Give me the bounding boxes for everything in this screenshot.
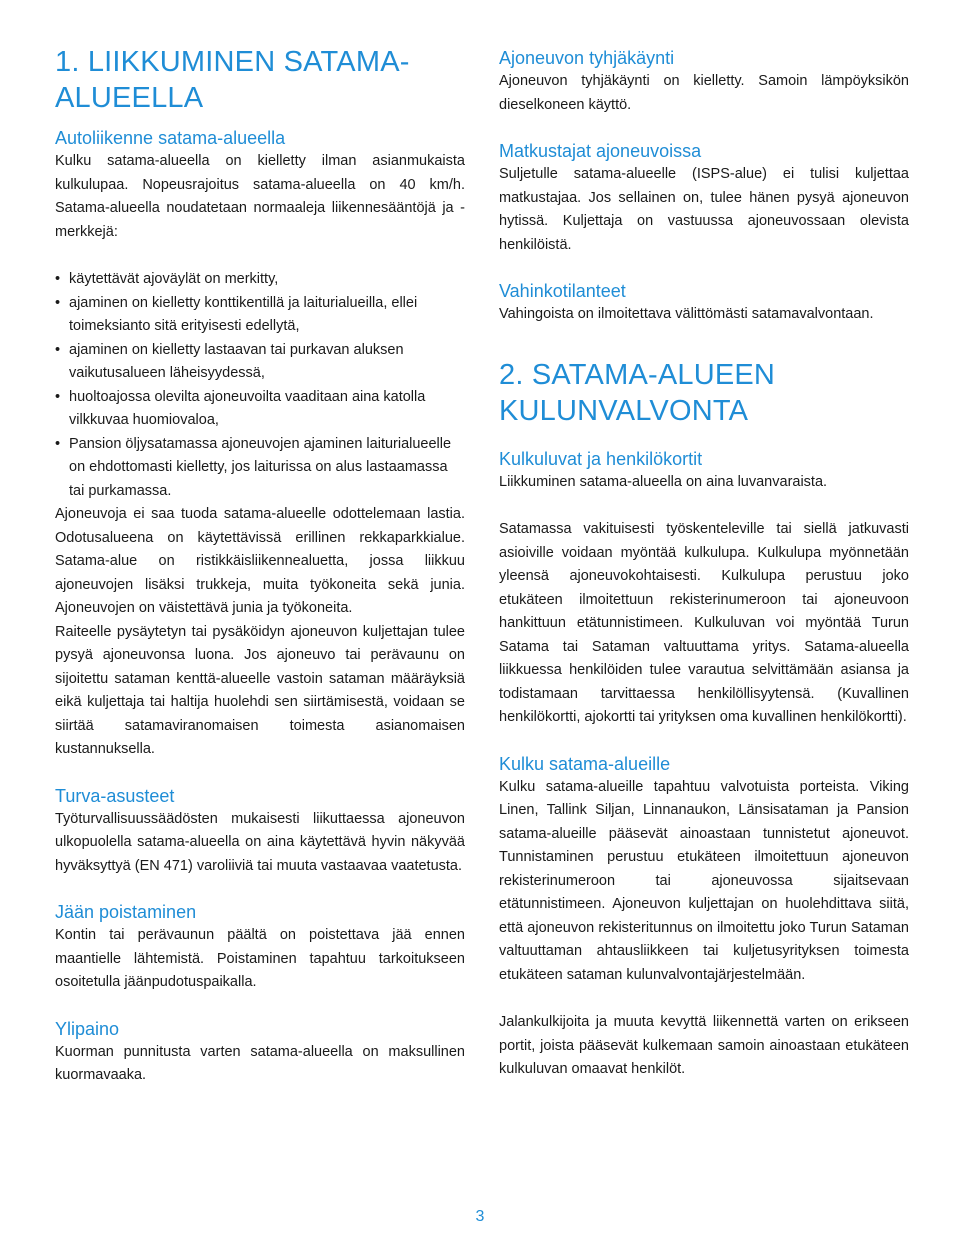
vahinkotilanteet-text: Vahingoista on ilmoitettava välittömästi satamavalvontaan. bbox=[499, 306, 874, 322]
heading-tyhjakaynti: Ajoneuvon tyhjäkäynti bbox=[499, 48, 675, 68]
heading-matkustajat: Matkustajat ajoneuvoissa bbox=[499, 141, 702, 161]
kulku-paragraph-1: Kulku satama-alueille tapahtuu valvotuista porteista. Viking Linen, Tallink Siljan, Linnanaukon, Länsisataman ja Pansion satama-alueille pääsevät ainoastaan tunnistetut ajoneuvot. Tunnistaminen perustuu etukäteen ilmoitettuun ajoneuvon rekisterinumeroon tai ajoneuvossa sijaitsevaan etätunnistimeen. Ajoneuvon kuljettajan on huolehdittava siitä, että ajoneuvon rekisteritunnus on ilmoitettu joko Turun Sataman valtuuttaman ahtausliikkeen tai kuljetusyrityksen toimesta etukäteen sataman kulunvalvontajärjestelmään. bbox=[499, 778, 909, 983]
section-2-title: 2. SATAMA-ALUEEN KULUNVALVONTA bbox=[499, 358, 776, 427]
heading-vahinkotilanteet: Vahinkotilanteet bbox=[499, 281, 626, 301]
kulkuluvat-paragraph-1: Liikkuminen satama-alueella on aina luvanvaraista. bbox=[499, 473, 828, 490]
list-item: • huoltoajossa olevilta ajoneuvoilta vaaditaan aina katolla vilkkuvaa huomiovaloa, bbox=[55, 386, 465, 433]
kulkuluvat-paragraph-2: Satamassa vakituisesti työskenteleville tai siellä jatkuvasti asioiville voidaan myöntää kulkulupa. Kulkulupa myönnetään yleensä ajoneuvokohtaisesti. Kulkulupa perustuu joko etukäteen ilmoitettuun rekisterinumeroon tai ajoneuvoon hankittuun etätunnistimeen. Kulkuluvan voi myöntää Turun Satama tai Sataman valtuuttama yritys. Satama-alueella liikkuessa henkilöiden tulee varautua selvittämään asiansa ja todistamaan tarvittaessa henkilöllisyytensä. (Kuvallinen henkilökortti, ajokortti tai yrityksen oma kuvallinen henkilökortti). bbox=[499, 521, 909, 725]
ylipaino-text: Kuorman punnitusta varten satama-alueella on maksullinen kuormavaaka. bbox=[55, 1043, 465, 1083]
autoliikenne-paragraph-2: Raiteelle pysäytetyn tai pysäköidyn ajoneuvon kuljettajan tulee pysyä ajoneuvonsa luona. Jos ajoneuvo tai perävaunu on sijoitettu sataman kenttä-alueelle vastoin sataman määräyksiä eikä kuljettaja tai haltija huolehdi sen siirtämisestä, voidaan se siirtää satamaviranomaisen toimesta asianomaisen kustannuksella. bbox=[55, 623, 465, 757]
kulku-paragraph-2: Jalankulkijoita ja muuta kevyttä liikennettä varten on erikseen portit, joista pääsevät kulkemaan samoin ainoastaan etukäteen kulkuluvan omaavat henkilöt. bbox=[499, 1014, 909, 1077]
section-1-title: 1. LIIKKUMINEN SATAMA-ALUEELLA bbox=[55, 46, 410, 114]
jaan-poistaminen-text: Kontin tai perävaunun päältä on poistettava jää ennen maantielle lähtemistä. Poistaminen tapahtuu tarkoitukseen osoitetulla jäänpudotuspaikalla. bbox=[55, 927, 465, 990]
page-number: 3 bbox=[475, 1208, 485, 1225]
heading-kulkuluvat: Kulkuluvat ja henkilökortit bbox=[499, 448, 703, 469]
heading-ylipaino: Ylipaino bbox=[55, 1018, 120, 1039]
heading-turva-asusteet: Turva-asusteet bbox=[55, 785, 175, 806]
right-column bbox=[499, 40, 909, 1082]
list-item: • käytettävät ajoväylät on merkitty, bbox=[55, 268, 465, 292]
heading-kulku-satama-alueille: Kulku satama-alueille bbox=[499, 753, 671, 774]
autoliikenne-rules-list bbox=[55, 268, 465, 503]
autoliikenne-paragraph-1: Ajoneuvoja ei saa tuoda satama-alueelle odottelemaan lastia. Odotusalueena on käytettävissä erillinen rekkaparkkialue. Satama-alue on ristikkäisliikennealuetta, jossa liikkuu ajoneuvojen lisäksi trukkeja, muita työkoneita sekä junia. Ajoneuvojen on väistettävä junia ja työkoneita. bbox=[55, 506, 465, 616]
list-item: • ajaminen on kielletty konttikentillä ja laiturialueilla, ellei toimeksianto sitä erityisesti edellytä, bbox=[55, 292, 465, 339]
tyhjakaynti-text: Ajoneuvon tyhjäkäynti on kielletty. Samoin lämpöyksikön dieselkoneen käyttö. bbox=[499, 73, 909, 113]
list-item: • Pansion öljysatamassa ajoneuvojen ajaminen laiturialueelle on ehdottomasti kielletty, jos laiturissa on alus lastaamassa tai purkamassa. bbox=[55, 433, 465, 504]
list-item: • ajaminen on kielletty lastaavan tai purkavan aluksen vaikutusalueen läheisyydessä, bbox=[55, 339, 465, 386]
turva-asusteet-text: Työturvallisuussäädösten mukaisesti liikuttaessa ajoneuvon ulkopuolella satama-alueella on aina käytettävä hyvin näkyvää hyväksyttyä (EN 471) varoliiviä tai muuta vastaavaa vaatetusta. bbox=[55, 810, 465, 874]
heading-autoliikenne: Autoliikenne satama-alueella bbox=[55, 128, 286, 148]
matkustajat-text: Suljetulle satama-alueelle (ISPS-alue) ei tulisi kuljettaa matkustajaa. Jos sellainen on, tulee hänen pysyä ajoneuvon hytissä. Kuljettaja on vastuussa ajoneuvossaan olevista henkilöistä. bbox=[499, 166, 909, 253]
left-column bbox=[55, 40, 465, 1088]
heading-jaan-poistaminen: Jään poistaminen bbox=[55, 902, 197, 922]
autoliikenne-intro: Kulku satama-alueella on kielletty ilman asianmukaista kulkulupaa. Nopeusrajoitus satama-alueella on 40 km/h. Satama-alueella noudatetaan normaaleja liikennesääntöjä ja -merkkejä: bbox=[55, 153, 465, 240]
